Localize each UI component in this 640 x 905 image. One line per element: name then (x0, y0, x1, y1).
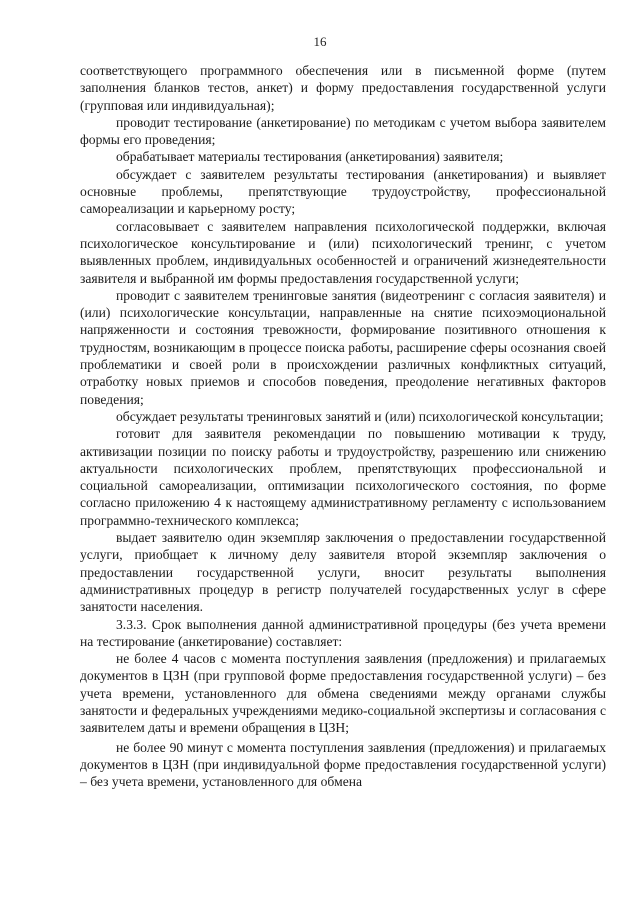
paragraph: обсуждает результаты тренинговых занятий и (или) психологической консультации; (116, 408, 604, 424)
paragraph: выдает заявителю один экземпляр заключения о предоставлении государственной услуги, приобщает к личному делу заявителя второй экземпляр заключения о предоставлении государственной услуги, вносит результаты выполнения административных процедур в регистр получателей государственных услуг в сфере занятости населения. (80, 530, 606, 615)
paragraph: не более 90 минут с момента поступления заявления (предложения) и прилагаемых документов в ЦЗН (при индивидуальной форме предоставления государственной услуги) – без учета времени, установленного для обмена (80, 739, 606, 790)
paragraph: проводит с заявителем тренинговые занятия (видеотренинг с согласия заявителя) и (или) психологические консультации, направленные на снятие психоэмоциональной напряженности и состояния тревожности, формирование позитивного отношения к трудностям, возникающим в процессе поиска работы, расширение сферы осознания своей проблематики и своей роли в происхождении различных конфликтных ситуаций, отработку новых приемов и способов поведения, преодоление негативных факторов поведения; (80, 287, 606, 407)
paragraph: проводит тестирование (анкетирование) по методикам с учетом выбора заявителем формы его проведения; (80, 114, 606, 148)
section-paragraph: 3.3.3. Срок выполнения данной административной процедуры (без учета времени на тестирование (анкетирование) составляет: (80, 616, 606, 649)
paragraph: соответствующего программного обеспечения или в письменной форме (путем заполнения бланков тестов, анкет) и форму предоставления государственной услуги (групповая или индивидуальная); (80, 63, 606, 113)
paragraph: готовит для заявителя рекомендации по повышению мотивации к труду, активизации позиции по поиску работы и трудоустройству, разрешению или снижению актуальности психологических проблем, препятствующих профессиональной и социальной самореализации, оптимизации психологического состояния, по форме согласно приложению 4 к настоящему административному регламенту с использованием программно-технического комплекса; (80, 426, 606, 528)
paragraph: обсуждает с заявителем результаты тестирования (анкетирования) и выявляет основные проблемы, препятствующие трудоустройству, профессиональной самореализации и карьерному росту; (80, 166, 606, 217)
page-number: 16 (313, 34, 327, 49)
paragraph: обрабатывает материалы тестирования (анкетирования) заявителя; (116, 149, 504, 165)
paragraph: согласовывает с заявителем направления психологической поддержки, включая психологическое консультирование и (или) психологический тренинг, с учетом выявленных проблем, индивидуальных особенностей и ограничений жизнедеятельности заявителя и выбранной им формы предоставления государственной услуги; (80, 218, 606, 286)
paragraph: не более 4 часов с момента поступления заявления (предложения) и прилагаемых документов в ЦЗН (при групповой форме предоставления государственной услуги) – без учета времени, установленного для обмена сведениями между органами службы занятости и федеральных учреждениями медико-социальной экспертизы и согласования с заявителем даты и времени обращения в ЦЗН; (80, 651, 606, 736)
document-body (80, 62, 606, 790)
